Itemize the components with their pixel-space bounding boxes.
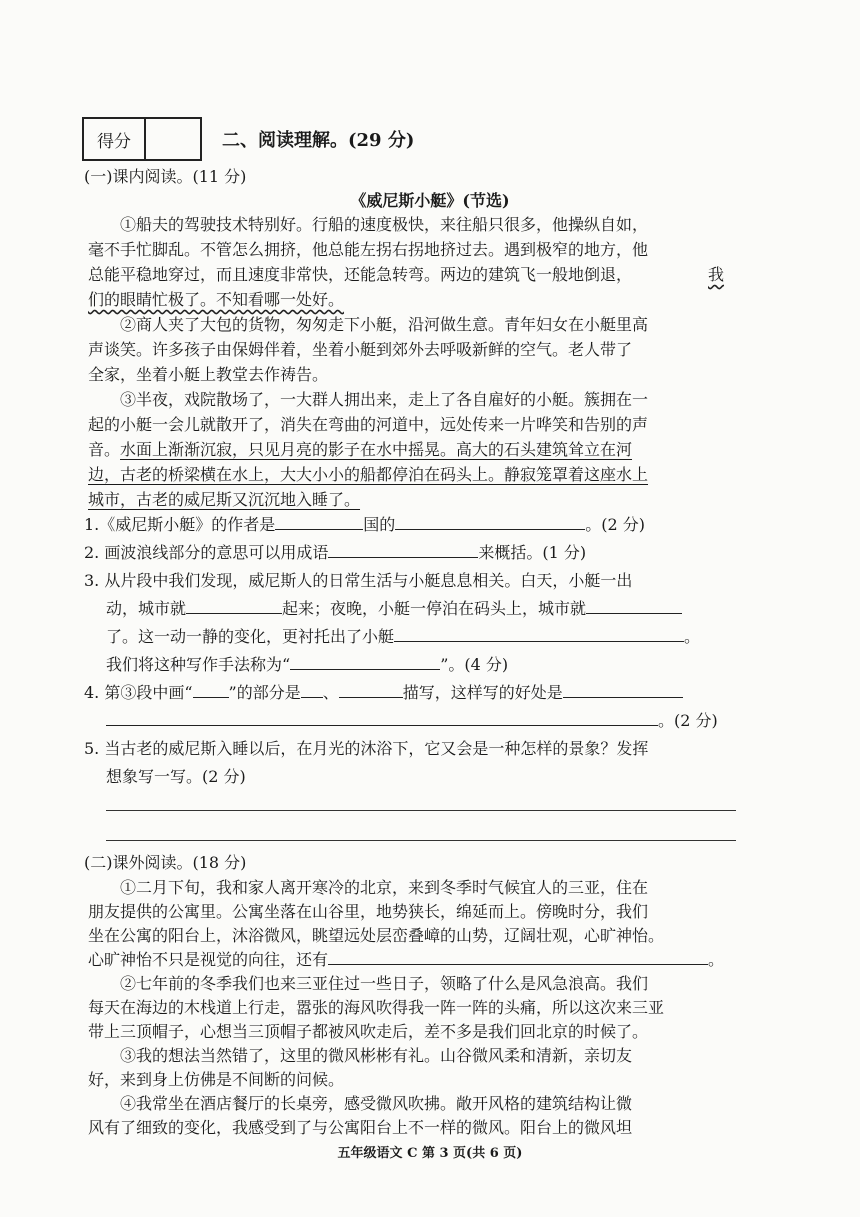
answer-blank[interactable]	[586, 597, 682, 614]
answer-blank[interactable]	[395, 513, 585, 530]
passage-line: ②七年前的冬季我们也来三亚住过一些日子，领略了什么是风急浪高。我们	[120, 974, 649, 993]
underline-sample	[193, 681, 229, 698]
passage-title: 《威尼斯小艇》(节选)	[350, 191, 510, 210]
passage-line-underlined: 水面上渐渐沉寂，只见月亮的影子在水中摇晃。高大的石头建筑耸立在河	[120, 440, 633, 459]
passage-line: ④我常坐在酒店餐厅的长桌旁，感受微风吹拂。敞开风格的建筑结构让微	[120, 1094, 633, 1113]
passage-line: 毫不手忙脚乱。不管怎么拥挤，他总能左拐右拐地挤过去。遇到极窄的地方，他	[88, 240, 649, 259]
question-3-line: 了。这一动一静的变化，更衬托出了小艇 。	[106, 627, 701, 646]
section-title: 二、阅读理解。(29 分)	[222, 130, 415, 151]
passage-line: ①船夫的驾驶技术特别好。行船的速度极快，来往船只很多，他操纵自如，	[120, 215, 649, 234]
answer-blank[interactable]	[106, 709, 658, 726]
passage-line: 音。	[88, 440, 121, 459]
answer-blank[interactable]	[186, 597, 282, 614]
question-3-line: 我们将这种写作手法称为“ ”。(4 分)	[106, 655, 509, 674]
answer-blank[interactable]	[328, 948, 708, 965]
question-3: 3. 从片段中我们发现，威尼斯人的日常生活与小艇息息相关。白天，小艇一出	[84, 571, 633, 590]
passage-line: 声谈笑。许多孩子由保姆伴着，坐着小艇到郊外去呼吸新鲜的空气。老人带了	[88, 340, 633, 359]
score-box	[82, 117, 202, 161]
passage-line: 朋友提供的公寓里。公寓坐落在山谷里，地势狭长，绵延而上。傍晚时分，我们	[88, 902, 649, 921]
passage-line: 带上三顶帽子，心想当三顶帽子都被风吹走后，差不多是我们回北京的时候了。	[88, 1022, 649, 1041]
passage-line-underlined: 城市，古老的威尼斯又沉沉地入睡了。	[88, 490, 361, 509]
score-blank-cell	[146, 119, 200, 159]
passage-line-underlined: 边，古老的桥梁横在水上，大大小小的船都停泊在码头上。静寂笼罩着这座水上	[88, 465, 649, 484]
answer-blank[interactable]	[563, 681, 683, 698]
passage-line: ③半夜，戏院散场了，一大群人拥出来，走上了各自雇好的小艇。簇拥在一	[120, 390, 649, 409]
question-4-line: 。(2 分)	[106, 708, 718, 731]
passage-line: 起的小艇一会儿就散开了，消失在弯曲的河道中，远处传来一片哗笑和告别的声	[88, 415, 649, 434]
score-label: 得分	[84, 119, 146, 159]
passage-line: 风有了细致的变化，我感受到了与公寓阳台上不一样的微风。阳台上的微风坦	[88, 1118, 633, 1137]
passage-line: ②商人夹了大包的货物，匆匆走下小艇，沿河做生意。青年妇女在小艇里高	[120, 315, 649, 334]
passage-line: 坐在公寓的阳台上，沐浴微风，眺望远处层峦叠嶂的山势，辽阔壮观，心旷神怡。	[88, 926, 665, 945]
passage-line: 全家，坐着小艇上教堂去作祷告。	[88, 365, 329, 384]
question-1: 1.《威尼斯小艇》的作者是 国的 。(2 分)	[84, 515, 646, 534]
part1-title: (一)课内阅读。(11 分)	[84, 167, 247, 186]
passage-line: 每天在海边的木栈道上行走，嚣张的海风吹得我一阵一阵的头痛，所以这次来三亚	[88, 998, 665, 1017]
passage-line: ③我的想法当然错了，这里的微风彬彬有礼。山谷微风柔和清新，亲切友	[120, 1046, 633, 1065]
answer-blank[interactable]	[290, 653, 440, 670]
question-5: 5. 当古老的威尼斯入睡以后，在月光的沐浴下，它又会是一种怎样的景象？发挥	[84, 739, 649, 758]
answer-blank[interactable]	[301, 681, 323, 698]
answer-blank[interactable]	[339, 681, 403, 698]
answer-line[interactable]	[106, 810, 736, 811]
answer-blank[interactable]	[275, 513, 363, 530]
answer-line[interactable]	[106, 840, 736, 841]
passage-line-wavy: 们的眼睛忙极了。不知看哪一处好。	[88, 290, 345, 309]
passage-line: 心旷神怡不只是视觉的向往，还有 。	[88, 950, 725, 969]
page-footer: 五年级语文 C 第 3 页(共 6 页)	[337, 1146, 523, 1161]
part2-title: (二)课外阅读。(18 分)	[84, 853, 247, 872]
answer-blank[interactable]	[394, 625, 684, 642]
question-5-line: 想象写一写。(2 分)	[106, 767, 246, 786]
question-3-line: 动，城市就 起来；夜晚，小艇一停泊在码头上，城市就	[106, 596, 682, 619]
passage-line: ①二月下旬，我和家人离开寒冷的北京，来到冬季时气候宜人的三亚，住在	[120, 878, 649, 897]
question-4: 4. 第③段中画“ ”的部分是 、 描写，这样写的好处是	[84, 680, 683, 703]
passage-line: 好，来到身上仿佛是不间断的问候。	[88, 1070, 345, 1089]
answer-blank[interactable]	[328, 541, 478, 558]
passage-line-wavy: 我	[708, 265, 725, 284]
question-2: 2. 画波浪线部分的意思可以用成语 来概括。(1 分)	[84, 543, 587, 562]
passage-line: 总能平稳地穿过，而且速度非常快，还能急转弯。两边的建筑飞一般地倒退，	[88, 265, 633, 284]
